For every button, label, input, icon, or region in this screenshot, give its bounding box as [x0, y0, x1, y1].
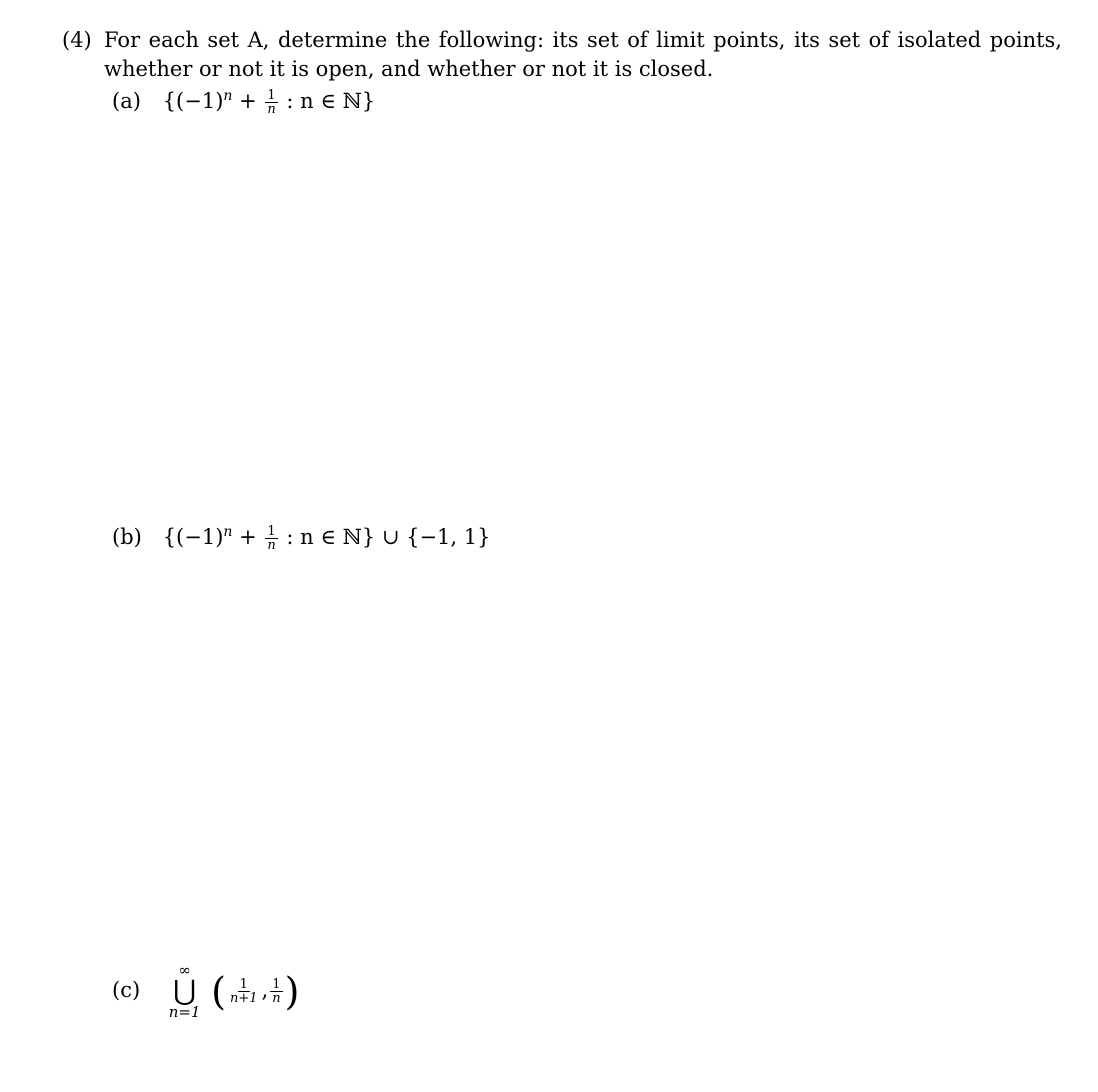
part-b-plus: + [232, 525, 264, 549]
part-c-expression [163, 961, 300, 1021]
part-b-expr-after: : n ∈ ℕ} ∪ {−1, 1} [279, 525, 491, 549]
part-b [112, 524, 491, 552]
part-a-frac-den: n [267, 102, 276, 117]
left-paren: ( [211, 969, 226, 1013]
part-a-fraction [265, 89, 277, 116]
part-c-frac2-num: 1 [272, 976, 281, 992]
part-b-frac-den: n [267, 538, 276, 553]
part-b-expression [162, 524, 491, 553]
problem-statement: For each set A, determine the following: its set of limit points, its set of isolated points, whether or not it is open, and whether or not it is closed. [104, 28, 1062, 81]
part-a-plus: + [232, 89, 264, 113]
union-lower-limit: n=1 [168, 1003, 201, 1021]
part-c-fraction-1 [228, 978, 260, 1005]
part-b-exponent: n [223, 524, 233, 540]
part-c-frac1-num: 1 [239, 976, 248, 992]
part-c-separator: , [261, 977, 269, 1002]
union-symbol: ⋃ [173, 974, 197, 1007]
part-a-expr-after: : n ∈ ℕ} [279, 89, 376, 113]
part-c-fraction-2 [270, 978, 282, 1005]
part-b-expr-before: {(−1) [162, 525, 224, 549]
problem-4 [62, 26, 1062, 84]
part-a-expression [162, 88, 376, 117]
part-c [112, 962, 299, 1020]
part-c-label: (c) [112, 977, 141, 1002]
part-a-label: (a) [112, 89, 141, 113]
right-paren: ) [284, 969, 300, 1013]
part-a-expr-before: {(−1) [162, 89, 224, 113]
part-c-frac2-den: n [272, 990, 281, 1006]
union-upper-limit: ∞ [178, 961, 191, 979]
union-operator [169, 962, 201, 1020]
part-b-label: (b) [112, 525, 142, 549]
part-a-frac-num: 1 [267, 88, 276, 103]
part-a [112, 88, 375, 116]
part-c-frac1-den: n+1 [229, 990, 258, 1006]
part-a-exponent: n [223, 88, 233, 104]
part-b-fraction [265, 525, 277, 552]
part-b-frac-num: 1 [267, 524, 276, 539]
problem-number: (4) [62, 28, 92, 52]
